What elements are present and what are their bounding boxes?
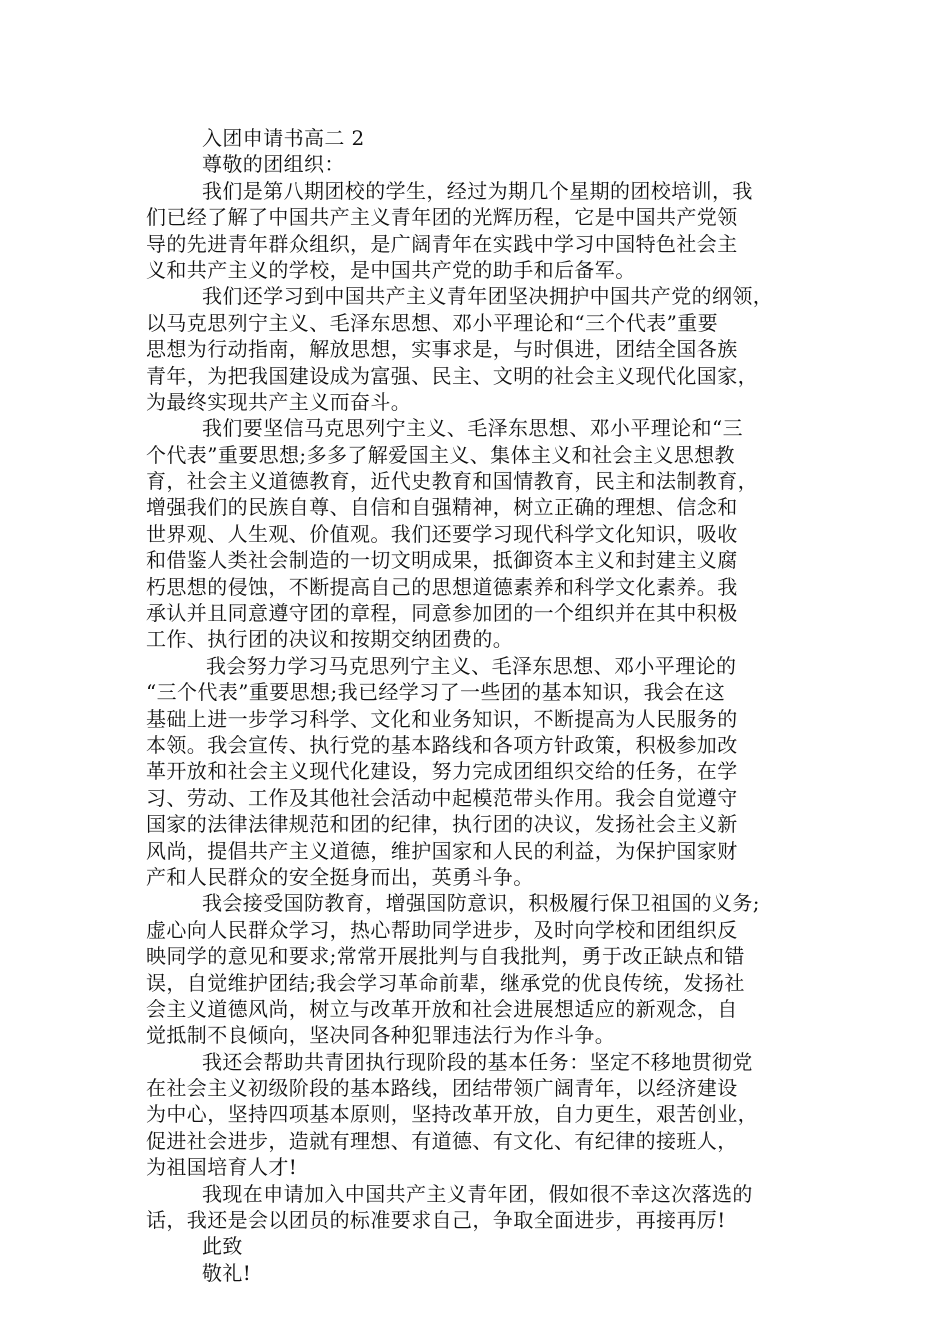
document-title: 入团申请书高二 2 [202,126,365,150]
paragraph-3-line: 我们要坚信马克思列宁主义、毛泽东思想、邓小平理论和“三 [202,416,744,441]
paragraph-2-line: 思想为行动指南，解放思想，实事求是，与时俱进，团结全国各族 [146,337,738,362]
paragraph-4-line: “三个代表”重要思想;我已经学习了一些团的基本知识，我会在这 [146,680,726,705]
paragraph-4-line: 习、劳动、工作及其他社会活动中起模范带头作用。我会自觉遵守 [146,785,738,810]
paragraph-4-line: 基础上进一步学习科学、文化和业务知识，不断提高为人民服务的 [146,706,738,731]
paragraph-1-line: 义和共产主义的学校，是中国共产党的助手和后备军。 [146,257,636,282]
paragraph-3-line: 工作、执行团的决议和按期交纳团费的。 [146,627,514,652]
paragraph-1-line: 导的先进青年群众组织，是广阔青年在实践中学习中国特色社会主 [146,231,738,256]
paragraph-5-line: 觉抵制不良倾向，坚决同各种犯罪违法行为作斗争。 [146,1023,616,1048]
paragraph-2-line: 为最终实现共产主义而奋斗。 [146,389,412,414]
paragraph-5-line: 我会接受国防教育，增强国防意识，积极履行保卫祖国的义务; [202,891,760,916]
paragraph-2-line: 青年，为把我国建设成为富强、民主、文明的社会主义现代化国家， [146,363,758,388]
paragraph-7-line: 话，我还是会以团员的标准要求自己，争取全面进步，再接再厉! [146,1208,726,1233]
paragraph-5-line: 会主义道德风尚，树立与改革开放和社会进展想适应的新观念，自 [146,996,738,1021]
paragraph-3-line: 个代表”重要思想;多多了解爱国主义、集体主义和社会主义思想教 [146,442,735,467]
paragraph-3-line: 育，社会主义道德教育，近代史教育和国情教育，民主和法制教育， [146,469,758,494]
closing-line-2: 敬礼! [202,1260,252,1285]
paragraph-6-line: 为中心，坚持四项基本原则，坚持改革开放，自力更生，艰苦创业， [146,1102,758,1127]
paragraph-6-line: 在社会主义初级阶段的基本路线，团结带领广阔青年，以经济建设 [146,1076,738,1101]
paragraph-3-line: 承认并且同意遵守团的章程，同意参加团的一个组织并在其中积极 [146,601,738,626]
paragraph-4-line: 产和人民群众的安全挺身而出，英勇斗争。 [146,864,534,889]
paragraph-3-line: 和借鉴人类社会制造的一切文明成果，抵御资本主义和封建主义腐 [146,548,738,573]
paragraph-3-line: 增强我们的民族自尊、自信和自强精神，树立正确的理想、信念和 [146,495,738,520]
paragraph-3-line: 世界观、人生观、价值观。我们还要学习现代科学文化知识，吸收 [146,521,738,546]
paragraph-1-line: 们已经了解了中国共产主义青年团的光辉历程，它是中国共产党领 [146,205,738,230]
paragraph-5-line: 映同学的意见和要求;常常开展批判与自我批判，勇于改正缺点和错 [146,944,745,969]
salutation: 尊敬的团组织： [202,152,345,177]
paragraph-1-line: 我们是第八期团校的学生，经过为期几个星期的团校培训，我 [202,178,753,203]
paragraph-4-line: 我会努力学习马克思列宁主义、毛泽东思想、邓小平理论的 [206,653,737,678]
paragraph-3-line: 朽思想的侵蚀，不断提高自己的思想道德素养和科学文化素养。我 [146,574,738,599]
paragraph-5-line: 误，自觉维护团结;我会学习革命前辈，继承党的优良传统，发扬社 [146,970,745,995]
letter-body [146,125,818,1286]
paragraph-5-line: 虚心向人民群众学习，热心帮助同学进步，及时向学校和团组织反 [146,917,738,942]
paragraph-4-line: 风尚，提倡共产主义道德，维护国家和人民的利益，为保护国家财 [146,838,738,863]
paragraph-7-line: 我现在申请加入中国共产主义青年团，假如很不幸这次落选的 [202,1181,753,1206]
paragraph-4-line: 革开放和社会主义现代化建设，努力完成团组织交给的任务，在学 [146,759,738,784]
paragraph-2-line: 我们还学习到中国共产主义青年团坚决拥护中国共产党的纲领， [202,284,774,309]
paragraph-4-line: 国家的法律法律规范和团的纪律，执行团的决议，发扬社会主义新 [146,812,738,837]
paragraph-6-line: 我还会帮助共青团执行现阶段的基本任务：坚定不移地贯彻党 [202,1049,753,1074]
closing-line-1: 此致 [202,1234,243,1259]
paragraph-6-line: 为祖国培育人才! [146,1155,298,1180]
paragraph-6-line: 促进社会进步，造就有理想、有道德、有文化、有纪律的接班人， [146,1128,738,1153]
paragraph-2-line: 以马克思列宁主义、毛泽东思想、邓小平理论和“三个代表”重要 [146,310,719,335]
paragraph-4-line: 本领。我会宣传、执行党的基本路线和各项方针政策，积极参加改 [146,732,738,757]
